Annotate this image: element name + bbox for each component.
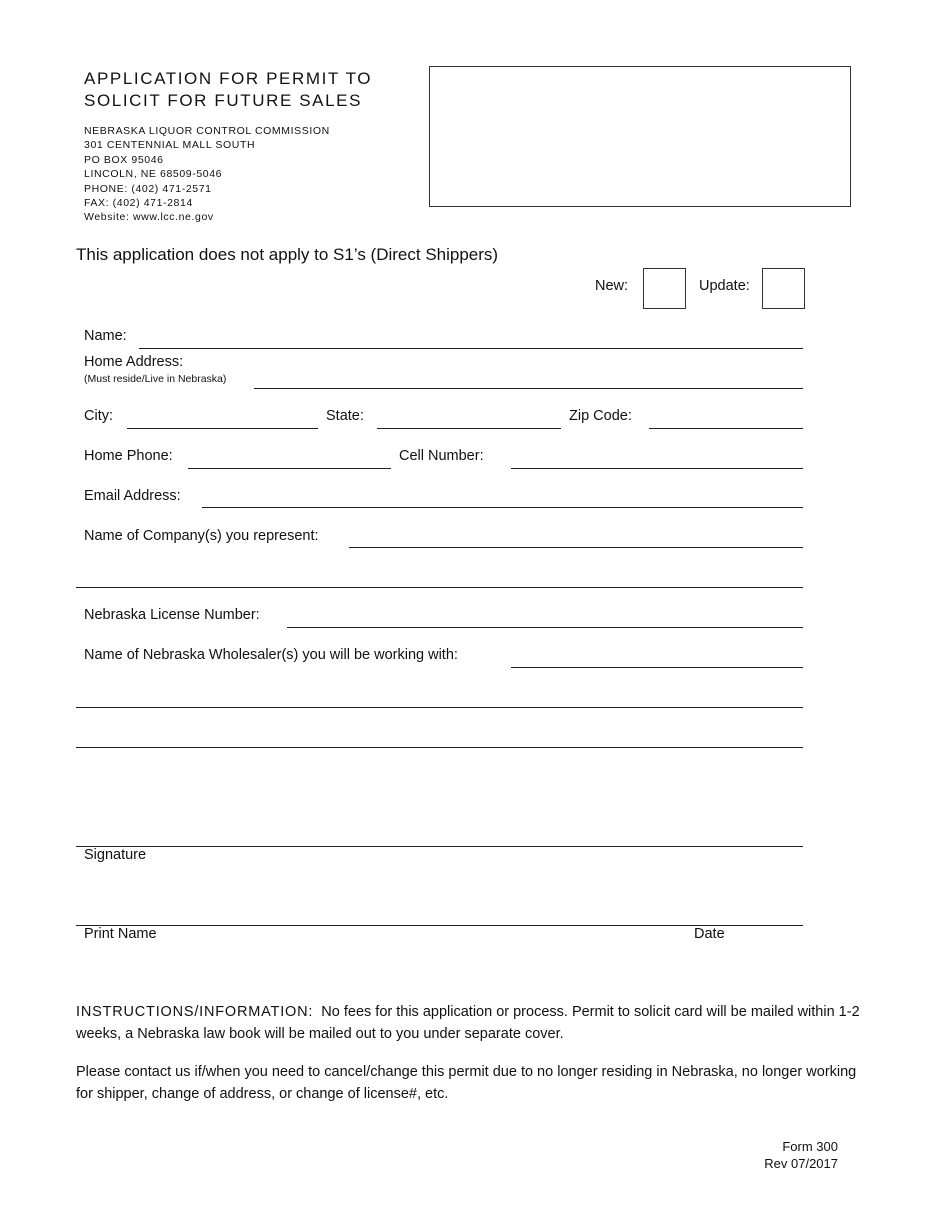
agency-city: LINCOLN, NE 68509-5046 [84, 168, 223, 181]
update-label: Update: [699, 278, 750, 294]
name-line [139, 348, 803, 349]
form-footer [764, 1138, 838, 1172]
state-label: State: [326, 408, 364, 424]
applicability-notice: This application does not apply to S1’s (Direct Shippers) [76, 245, 499, 264]
wholesaler-line-1 [511, 667, 803, 668]
wholesaler-line-3 [76, 747, 803, 748]
cell-number-input[interactable] [513, 449, 805, 467]
new-checkbox[interactable] [643, 268, 686, 309]
form-number: Form 300 [782, 1139, 838, 1154]
form-title-line-2: SOLICIT FOR FUTURE SALES [84, 91, 363, 110]
new-label: New: [595, 278, 629, 294]
agency-phone: PHONE: (402) 471-2571 [84, 182, 212, 195]
wholesaler-input[interactable] [513, 648, 805, 666]
license-number-label: Nebraska License Number: [84, 607, 260, 623]
form-title-line-1: APPLICATION FOR PERMIT TO [84, 69, 373, 88]
city-label: City: [84, 408, 113, 424]
company-label: Name of Company(s) you represent: [84, 528, 319, 544]
cell-number-label: Cell Number: [399, 448, 484, 464]
city-line [127, 428, 318, 429]
agency-contact-block [84, 124, 330, 225]
instructions-paragraph-2: Please contact us if/when you need to cancel/change this permit due to no longer residing in Nebraska, no longer working for shipper, change of address, or change of license#, etc. [76, 1064, 857, 1102]
agency-name: NEBRASKA LIQUOR CONTROL COMMISSION [84, 125, 330, 137]
form-title [84, 68, 372, 112]
city-input[interactable] [129, 409, 320, 427]
office-use-box [429, 66, 851, 207]
agency-fax: FAX: (402) 471-2814 [84, 197, 193, 210]
home-address-input[interactable] [256, 369, 805, 387]
agency-po-box: PO BOX 95046 [84, 153, 164, 166]
home-phone-label: Home Phone: [84, 448, 173, 464]
home-address-line [254, 388, 803, 389]
email-line [202, 507, 803, 508]
agency-website: Website: www.lcc.ne.gov [84, 211, 214, 224]
license-number-input[interactable] [289, 608, 805, 626]
home-address-note: (Must reside/Live in Nebraska) [84, 373, 227, 385]
name-input[interactable] [141, 329, 805, 347]
print-name-label: Print Name [84, 926, 157, 942]
email-input[interactable] [204, 488, 805, 506]
agency-street: 301 CENTENNIAL MALL SOUTH [84, 139, 256, 152]
cell-number-line [511, 468, 803, 469]
zip-code-line [649, 428, 803, 429]
instructions-text-1: No fees for this application or process. Permit to solicit card will be mailed within 1-2 weeks, a Nebraska law book will be mailed out to you under separate cover. [76, 1004, 860, 1042]
date-label: Date [694, 926, 725, 942]
wholesaler-line-2 [76, 707, 803, 708]
state-line [377, 428, 561, 429]
zip-code-input[interactable] [651, 409, 805, 427]
license-number-line [287, 627, 803, 628]
form-revision: Rev 07/2017 [764, 1156, 838, 1171]
wholesaler-label: Name of Nebraska Wholesaler(s) you will be working with: [84, 647, 458, 663]
email-label: Email Address: [84, 488, 181, 504]
signature-label: Signature [84, 847, 147, 863]
company-line-1 [349, 547, 803, 548]
state-input[interactable] [379, 409, 563, 427]
instructions-paragraph-1 [76, 1001, 866, 1045]
company-input[interactable] [351, 528, 805, 546]
home-phone-line [188, 468, 391, 469]
name-label: Name: [84, 328, 127, 344]
zip-code-label: Zip Code: [569, 408, 632, 424]
company-line-2 [76, 587, 803, 588]
home-phone-input[interactable] [190, 449, 393, 467]
update-checkbox[interactable] [762, 268, 805, 309]
home-address-label: Home Address: [84, 354, 184, 370]
instructions-heading: INSTRUCTIONS/INFORMATION: [76, 1004, 314, 1020]
signature-line[interactable] [76, 846, 803, 847]
